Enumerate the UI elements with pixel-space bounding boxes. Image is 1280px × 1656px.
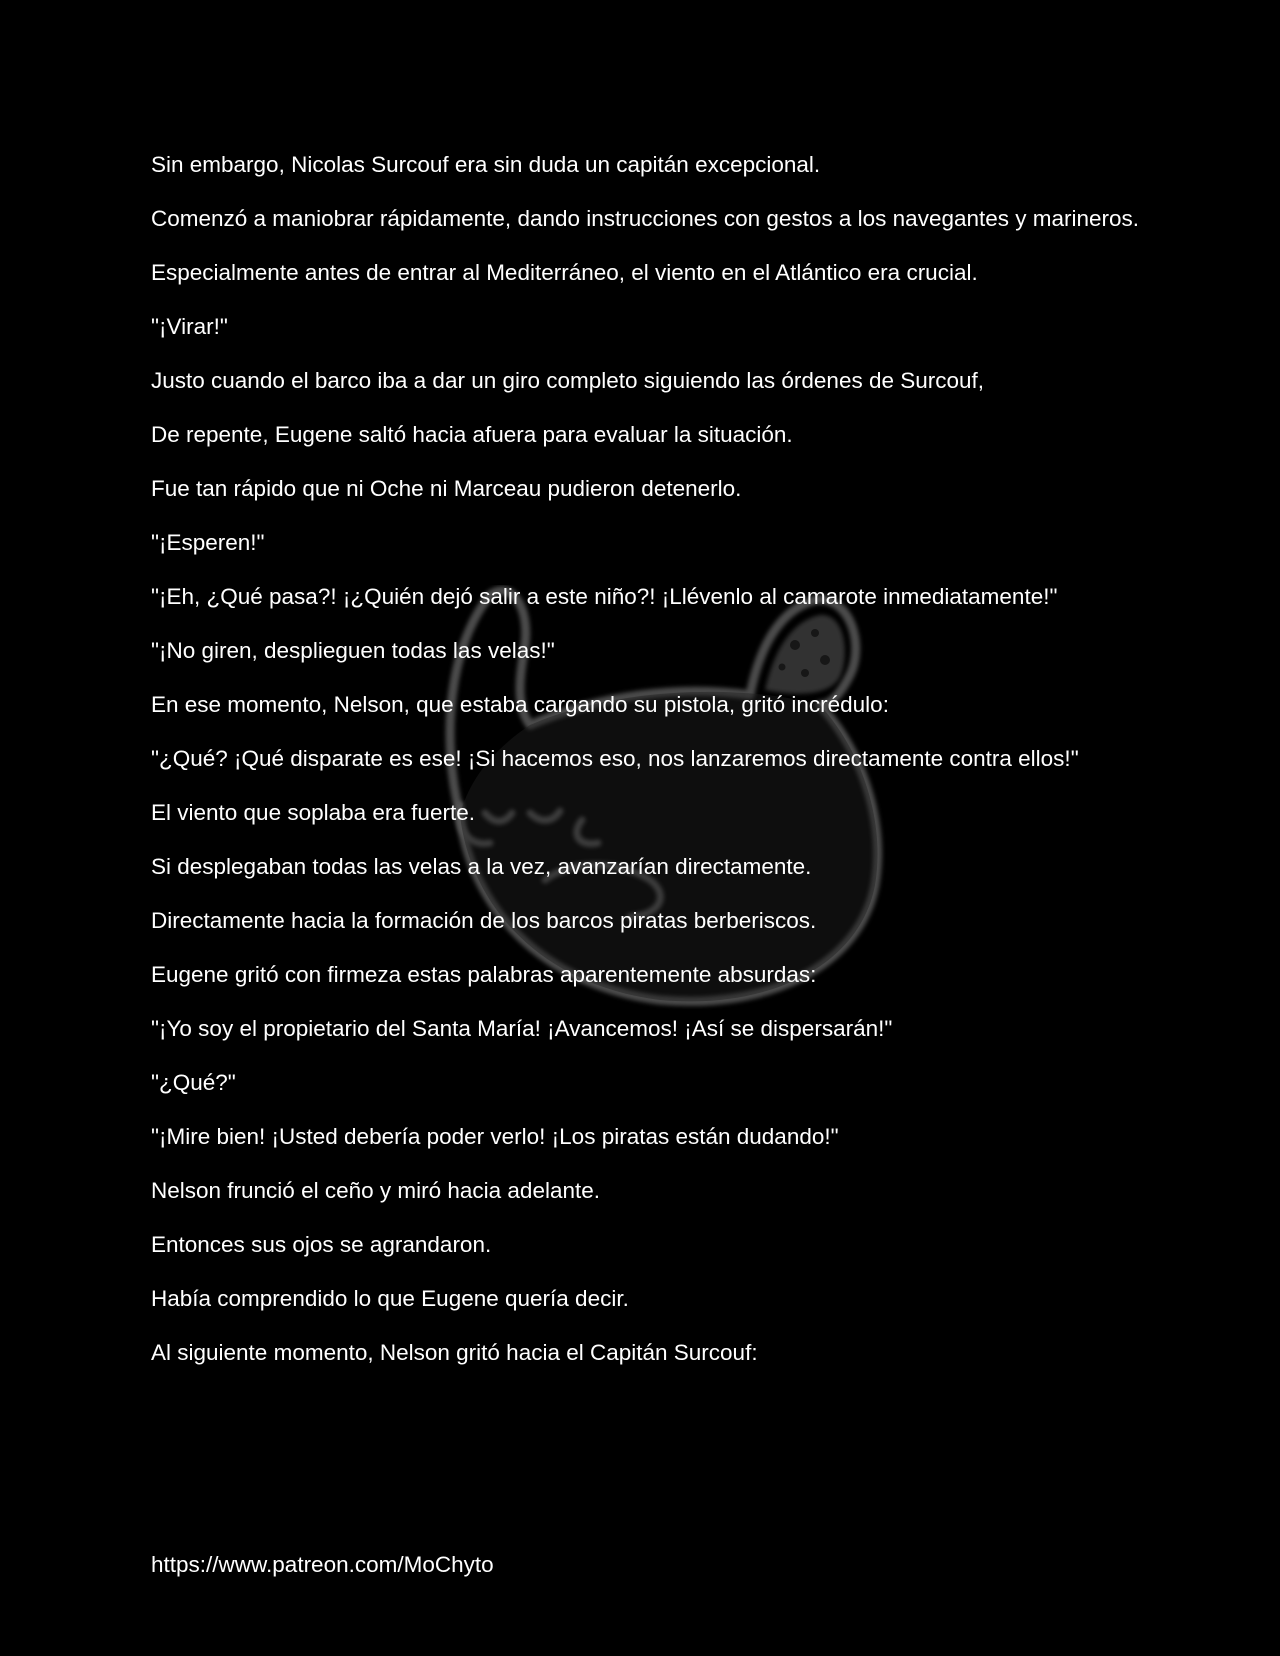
paragraph: Sin embargo, Nicolas Surcouf era sin duda un capitán excepcional. — [151, 152, 821, 177]
paragraph: Entonces sus ojos se agrandaron. — [151, 1232, 492, 1257]
paragraph: "¡Esperen!" — [151, 530, 265, 555]
paragraph: "¿Qué? ¡Qué disparate es ese! ¡Si hacemos eso, nos lanzaremos directamente contra ellos!" — [151, 746, 1079, 771]
paragraph: Directamente hacia la formación de los barcos piratas berberiscos. — [151, 908, 817, 933]
paragraph: Comenzó a maniobrar rápidamente, dando instrucciones con gestos a los navegantes y marineros. — [151, 206, 1140, 231]
story-text — [151, 148, 1141, 1390]
paragraph: Nelson frunció el ceño y miró hacia adelante. — [151, 1178, 601, 1203]
patreon-link[interactable]: https://www.patreon.com/MoChyto — [151, 1552, 494, 1577]
paragraph: Fue tan rápido que ni Oche ni Marceau pudieron detenerlo. — [151, 476, 742, 501]
paragraph: "¡No giren, desplieguen todas las velas!" — [151, 638, 555, 663]
paragraph: "¿Qué?" — [151, 1070, 236, 1095]
paragraph: Al siguiente momento, Nelson gritó hacia el Capitán Surcouf: — [151, 1340, 758, 1365]
paragraph: "¡Mire bien! ¡Usted debería poder verlo! ¡Los piratas están dudando!" — [151, 1124, 839, 1149]
paragraph: El viento que soplaba era fuerte. — [151, 800, 475, 825]
paragraph: Había comprendido lo que Eugene quería decir. — [151, 1286, 629, 1311]
paragraph: Eugene gritó con firmeza estas palabras aparentemente absurdas: — [151, 962, 817, 987]
paragraph: Si desplegaban todas las velas a la vez, avanzarían directamente. — [151, 854, 812, 879]
paragraph: En ese momento, Nelson, que estaba cargando su pistola, gritó incrédulo: — [151, 692, 889, 717]
paragraph: "¡Eh, ¿Qué pasa?! ¡¿Quién dejó salir a este niño?! ¡Llévenlo al camarote inmediatamente!" — [151, 584, 1058, 609]
paragraph: De repente, Eugene saltó hacia afuera para evaluar la situación. — [151, 422, 793, 447]
paragraph: "¡Virar!" — [151, 314, 228, 339]
paragraph: "¡Yo soy el propietario del Santa María! ¡Avancemos! ¡Así se dispersarán!" — [151, 1016, 893, 1041]
paragraph: Especialmente antes de entrar al Mediterráneo, el viento en el Atlántico era crucial. — [151, 260, 978, 285]
paragraph: Justo cuando el barco iba a dar un giro completo siguiendo las órdenes de Surcouf, — [151, 368, 985, 393]
